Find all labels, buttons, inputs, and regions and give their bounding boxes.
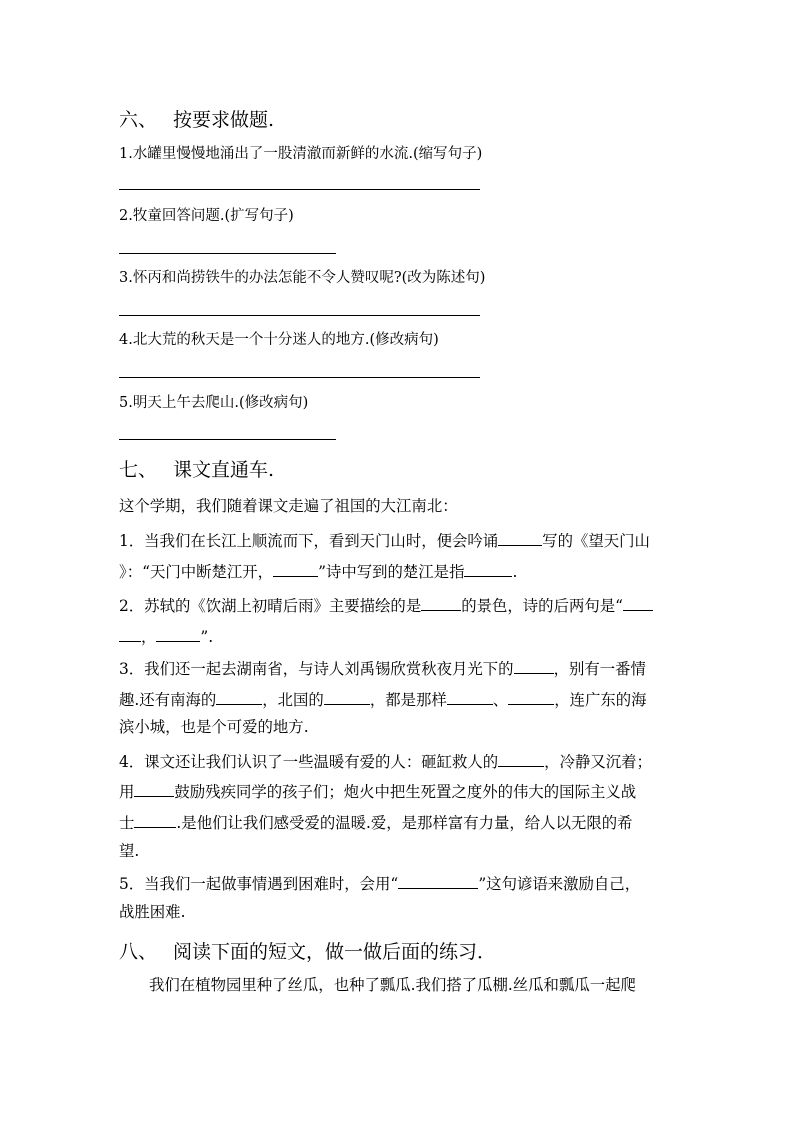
section-6-number: 六、 <box>119 109 158 131</box>
q7-3-text: ，都是那样 <box>369 691 447 709</box>
q7-2-line-2 <box>119 626 675 647</box>
blank-soldier[interactable] <box>134 812 176 828</box>
section-7-number: 七、 <box>119 459 158 481</box>
answer-line-6-2[interactable] <box>119 253 336 254</box>
q7-5-text: ”这句谚语来激励自己， <box>478 875 641 893</box>
blank-poet[interactable] <box>498 530 542 546</box>
q7-2-text: ， <box>141 628 157 646</box>
blank-dongting[interactable] <box>514 658 554 674</box>
question-6-2: 2.牧童回答问题.(扩写句子) <box>119 208 294 224</box>
q7-4-text: 用 <box>119 783 135 801</box>
q7-2-line-1 <box>119 595 675 616</box>
section-7-heading <box>119 458 274 482</box>
q7-2-text: 2．苏轼的《饮湖上初晴后雨》主要描绘的是 <box>119 597 422 615</box>
q7-5-text: 5．当我们一起做事情遇到困难时，会用“ <box>119 875 399 893</box>
q7-4-line-2 <box>119 781 675 802</box>
section-8-title: 阅读下面的短文，做一做后面的练习． <box>173 941 497 963</box>
q7-4-text: 鼓励残疾同学的孩子们；炮火中把生死置之度外的伟大的国际主义战 <box>174 783 637 801</box>
blank-north[interactable] <box>324 689 370 705</box>
q7-3-text: ，连广东的海 <box>554 691 647 709</box>
answer-line-6-3[interactable] <box>119 315 480 316</box>
q7-1-text: 1．当我们在长江上顺流而下，看到天门山时，便会吟诵 <box>119 532 499 550</box>
blank-scenery[interactable] <box>421 595 461 611</box>
answer-line-6-4[interactable] <box>119 377 480 378</box>
q7-1-text: 》：“天门中断楚江开， <box>119 563 274 581</box>
blank-applause[interactable] <box>134 781 174 797</box>
blank-chu-river[interactable] <box>464 561 512 577</box>
section-6-title: 按要求做题. <box>173 109 275 131</box>
question-6-4: 4.北大荒的秋天是一个十分迷人的地方.(修改病句) <box>119 332 439 348</box>
q7-4-text: .是他们让我们感受爱的温暖.爱，是那样富有力量，给人以无限的希 <box>176 814 633 832</box>
blank-proverb[interactable] <box>398 873 478 889</box>
q7-4-text: 士 <box>119 814 135 832</box>
answer-line-6-1[interactable] <box>119 189 480 190</box>
section-6-heading <box>119 108 274 132</box>
section-7-intro: 这个学期，我们随着课文走遍了祖国的大江南北： <box>119 497 458 515</box>
q7-3-text: ，别有一番情 <box>553 660 646 678</box>
q7-3-text: 、 <box>492 691 509 709</box>
q7-4-line-4: 望. <box>119 842 140 860</box>
section-8-number: 八、 <box>119 941 158 963</box>
q7-4-line-3 <box>119 812 675 833</box>
q7-4-text: 4．课文还让我们认识了一些温暖有爱的人：砸缸救人的 <box>119 753 499 771</box>
q7-1-line-1 <box>119 530 675 551</box>
question-6-1: 1.水罐里慢慢地涌出了一股清澈而新鲜的水流.(缩写句子) <box>119 146 483 162</box>
q7-2-text: 的景色，诗的后两句是“ <box>461 597 623 615</box>
q7-3-line-2 <box>119 689 675 710</box>
blank-poem-line-3a[interactable] <box>623 595 653 611</box>
q7-5-line-1 <box>119 873 675 894</box>
q7-3-text: 趣.还有南海的 <box>119 691 217 709</box>
section-7-title: 课文直通车. <box>173 459 275 481</box>
section-8-heading <box>119 940 496 964</box>
q7-1-text: . <box>512 563 518 581</box>
q7-5-line-2: 战胜困难. <box>119 903 186 921</box>
question-6-3: 3.怀丙和尚捞铁牛的办法怎能不令人赞叹呢?(改为陈述句) <box>119 270 486 286</box>
question-6-5: 5.明天上午去爬山.(修改病句) <box>119 395 309 411</box>
q7-1-text: ”诗中写到的楚江是指 <box>318 563 465 581</box>
blank-adjective-2[interactable] <box>508 689 554 705</box>
q7-3-line-3: 滨小城，也是个可爱的地方. <box>119 718 309 736</box>
q7-3-line-1 <box>119 658 675 679</box>
q7-1-text: 写的《望天门山 <box>542 532 650 550</box>
q7-3-text: ，北国的 <box>262 691 324 709</box>
blank-adjective-1[interactable] <box>447 689 493 705</box>
q7-2-text: ”. <box>200 628 214 646</box>
blank-sima-guang[interactable] <box>498 751 544 767</box>
answer-line-6-5[interactable] <box>119 439 336 440</box>
q7-4-line-1 <box>119 751 675 772</box>
q7-1-line-2 <box>119 561 675 582</box>
blank-poem-line-3b[interactable] <box>119 626 141 642</box>
reading-passage-line-1: 我们在植物园里种了丝瓜，也种了瓢瓜.我们搭了瓜棚.丝瓜和瓢瓜一起爬 <box>149 976 636 994</box>
q7-4-text: ，冷静又沉着； <box>544 753 652 771</box>
blank-poem-line-4[interactable] <box>156 626 200 642</box>
blank-south-sea[interactable] <box>216 689 262 705</box>
q7-3-text: 3．我们还一起去湖南省，与诗人刘禹锡欣赏秋夜月光下的 <box>119 660 514 678</box>
blank-poem-line[interactable] <box>273 561 318 577</box>
